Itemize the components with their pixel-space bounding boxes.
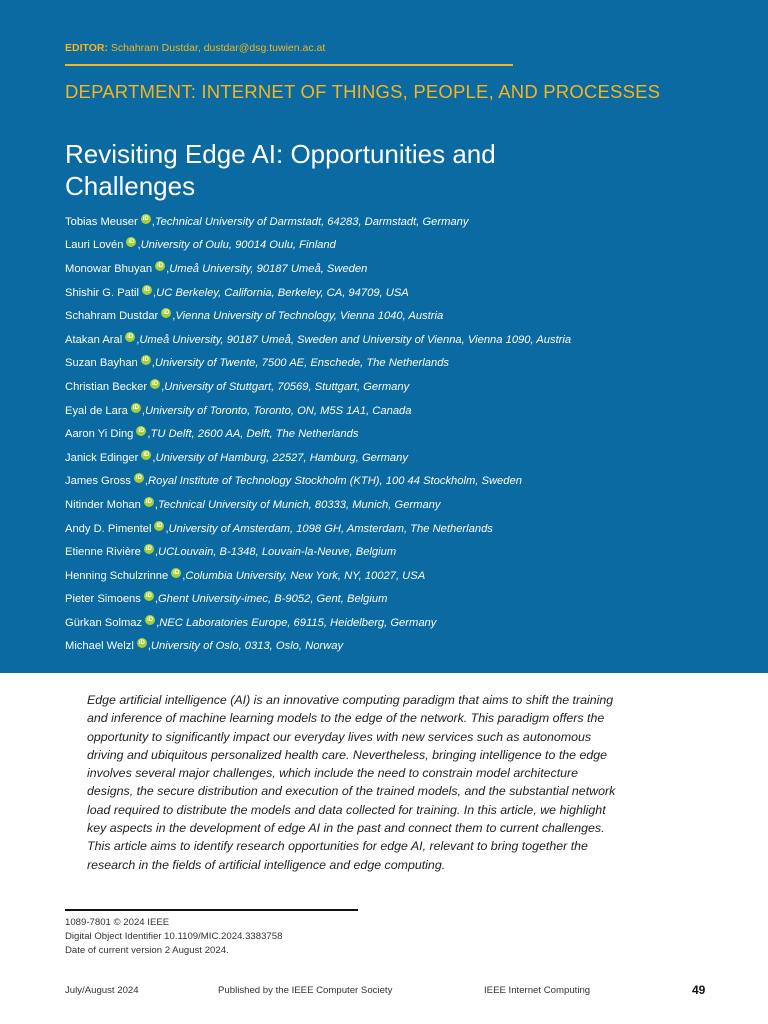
author-name: Nitinder Mohan (65, 498, 141, 511)
footer-publisher: Published by the IEEE Computer Society (218, 985, 393, 996)
doi: Digital Object Identifier 10.1109/MIC.2024.3383758 (65, 931, 283, 942)
separator: , (152, 451, 156, 464)
author-entry (65, 328, 755, 352)
author-entry (65, 446, 755, 470)
separator: , (151, 357, 155, 370)
author-affiliation: Umeå University, 90187 Umeå, Sweden (169, 262, 368, 275)
author-affiliation: Columbia University, New York, NY, 10027, USA (185, 569, 426, 582)
footer-issue: July/August 2024 (65, 985, 139, 996)
orcid-icon[interactable]: iD (152, 380, 159, 387)
orcid-icon[interactable]: iD (132, 404, 139, 411)
separator: , (137, 239, 141, 252)
author-affiliation: University of Oslo, 0313, Oslo, Norway (150, 640, 344, 653)
orcid-icon[interactable]: iD (143, 451, 150, 458)
author-name: Andy D. Pimentel (65, 522, 152, 535)
author-entry (65, 611, 755, 635)
author-list (65, 210, 755, 658)
orcid-icon[interactable]: iD (144, 286, 150, 293)
author-name: Etienne Rivière (65, 546, 141, 559)
author-affiliation: University of Toronto, Toronto, ON, M5S 1A1, Canada (144, 404, 412, 417)
orcid-icon[interactable]: iD (138, 428, 145, 435)
separator: , (153, 286, 157, 299)
abstract: Edge artificial intelligence (AI) is an innovative computing paradigm that aims to shift the training and inference of machine learning models to the edge of the network. This paradigm offers the opportunity to significantly impact our everyday lives with new services such as autonomous driving and ubiquitous personalized health care. Nevertheless, bringing intelligence to the edge involves several major challenges, which include the need to constrain model architecture designs, the secure distribution and execution of the trained models, and the substantial network load required to distribute the models and data collected for training. In this article, we highlight key aspects in the development of edge AI in the past and connect them to current challenges. This article aims to identify research opportunities for edge AI, relevant to bring together the research in the fields of artificial intelligence and edge computing. (87, 693, 616, 872)
header-divider (65, 64, 513, 66)
orcid-icon[interactable]: iD (142, 215, 149, 222)
version-date: Date of current version 2 August 2024. (65, 945, 229, 956)
separator: , (166, 262, 170, 275)
author-affiliation: Umeå University, 90187 Umeå, Sweden and University of Vienna, Vienna 1090, Austria (139, 333, 572, 346)
separator: , (136, 333, 140, 346)
author-name: James Gross (65, 475, 131, 488)
separator: , (154, 593, 158, 606)
author-name: Janick Edinger (65, 451, 139, 464)
author-affiliation: NEC Laboratories Europe, 69115, Heidelberg, Germany (159, 616, 437, 629)
author-entry (65, 281, 755, 305)
orcid-icon[interactable]: iD (157, 262, 164, 269)
orcid-icon[interactable]: iD (127, 333, 134, 340)
author-affiliation: TU Delft, 2600 AA, Delft, The Netherlands (150, 428, 359, 441)
author-name: Suzan Bayhan (65, 357, 138, 370)
department-label: DEPARTMENT: INTERNET OF THINGS, PEOPLE, AND PROCESSES (65, 81, 661, 102)
author-name: Schahram Dustdar (65, 310, 159, 323)
author-affiliation: University of Amsterdam, 1098 GH, Amsterdam, The Netherlands (168, 522, 493, 535)
separator: , (154, 546, 158, 559)
issn-copyright: 1089-7801 © 2024 IEEE (65, 917, 170, 928)
author-affiliation: University of Oulu, 90014 Oulu, Finland (140, 239, 336, 252)
editor-text: Schahram Dustdar, dustdar@dsg.tuwien.ac.at (110, 42, 326, 54)
author-affiliation: UC Berkeley, California, Berkeley, CA, 94709, USA (156, 286, 409, 299)
author-entry (65, 470, 755, 494)
orcid-icon[interactable]: iD (147, 616, 154, 623)
author-name: Michael Welzl (65, 640, 134, 653)
orcid-icon[interactable]: iD (145, 498, 152, 505)
footer-journal: IEEE Internet Computing (484, 985, 591, 996)
orcid-icon[interactable]: iD (142, 357, 149, 364)
author-name: Christian Becker (65, 380, 148, 393)
author-name: Atakan Aral (65, 333, 123, 346)
author-name: Pieter Simoens (65, 593, 141, 606)
orcid-icon[interactable]: iD (145, 546, 152, 553)
author-entry (65, 540, 755, 564)
author-entry (65, 588, 755, 612)
author-name: Tobias Meuser (65, 215, 138, 228)
orcid-icon[interactable]: iD (138, 640, 145, 647)
author-affiliation: Ghent University-imec, B-9052, Gent, Belgium (157, 593, 388, 606)
author-affiliation: UCLouvain, B-1348, Louvain-la-Neuve, Belgium (157, 546, 397, 559)
author-entry (65, 517, 755, 541)
orcid-icon[interactable]: iD (135, 475, 142, 482)
author-entry (65, 422, 755, 446)
separator: , (161, 380, 165, 393)
author-entry (65, 399, 755, 423)
author-entry (65, 375, 755, 399)
separator: , (147, 640, 151, 653)
page-number: 49 (692, 983, 706, 997)
separator: , (144, 475, 149, 488)
editor-line (65, 42, 325, 54)
author-entry (65, 304, 755, 328)
separator: , (156, 616, 160, 629)
author-affiliation: Technical University of Munich, 80333, Munich, Germany (157, 498, 441, 511)
author-name: Gürkan Solmaz (65, 616, 143, 629)
separator: , (151, 215, 155, 228)
orcid-icon[interactable]: iD (145, 593, 152, 600)
separator: , (172, 310, 176, 323)
author-name: Lauri Lovén (65, 239, 124, 252)
author-name: Henning Schulzrinne (65, 569, 169, 582)
author-name: Aaron Yi Ding (65, 428, 134, 441)
separator: , (165, 522, 169, 535)
author-entry (65, 257, 755, 281)
orcid-icon[interactable]: iD (128, 239, 135, 246)
author-affiliation: University of Twente, 7500 AE, Enschede, The Netherlands (154, 357, 450, 370)
meta-divider (65, 909, 358, 911)
author-entry (65, 635, 755, 659)
separator: , (147, 428, 151, 441)
editor-label: EDITOR: (65, 42, 108, 54)
separator: , (182, 569, 186, 582)
author-name: Eyal de Lara (65, 404, 128, 417)
author-affiliation: University of Hamburg, 22527, Hamburg, Germany (155, 451, 408, 464)
separator: , (154, 498, 158, 511)
author-entry (65, 210, 755, 234)
author-affiliation: University of Stuttgart, 70569, Stuttgart, Germany (164, 380, 410, 393)
author-affiliation: Technical University of Darmstadt, 64283, Darmstadt, Germany (154, 215, 469, 228)
author-name: Monowar Bhuyan (65, 262, 153, 275)
article-meta (65, 916, 282, 958)
author-entry (65, 352, 755, 376)
author-entry (65, 234, 755, 258)
author-name: Shishir G. Patil (65, 286, 139, 299)
author-entry (65, 493, 755, 517)
article-title: Revisiting Edge AI: Opportunities and Challenges (65, 139, 496, 201)
author-affiliation: Royal Institute of Technology Stockholm (KTH), 100 44 Stockholm, Sweden (148, 475, 522, 488)
author-entry (65, 564, 755, 588)
separator: , (141, 404, 145, 417)
orcid-icon[interactable]: iD (163, 310, 170, 317)
orcid-icon[interactable]: iD (156, 522, 163, 529)
orcid-icon[interactable]: iD (173, 569, 180, 576)
author-affiliation: Vienna University of Technology, Vienna 1040, Austria (175, 310, 444, 323)
